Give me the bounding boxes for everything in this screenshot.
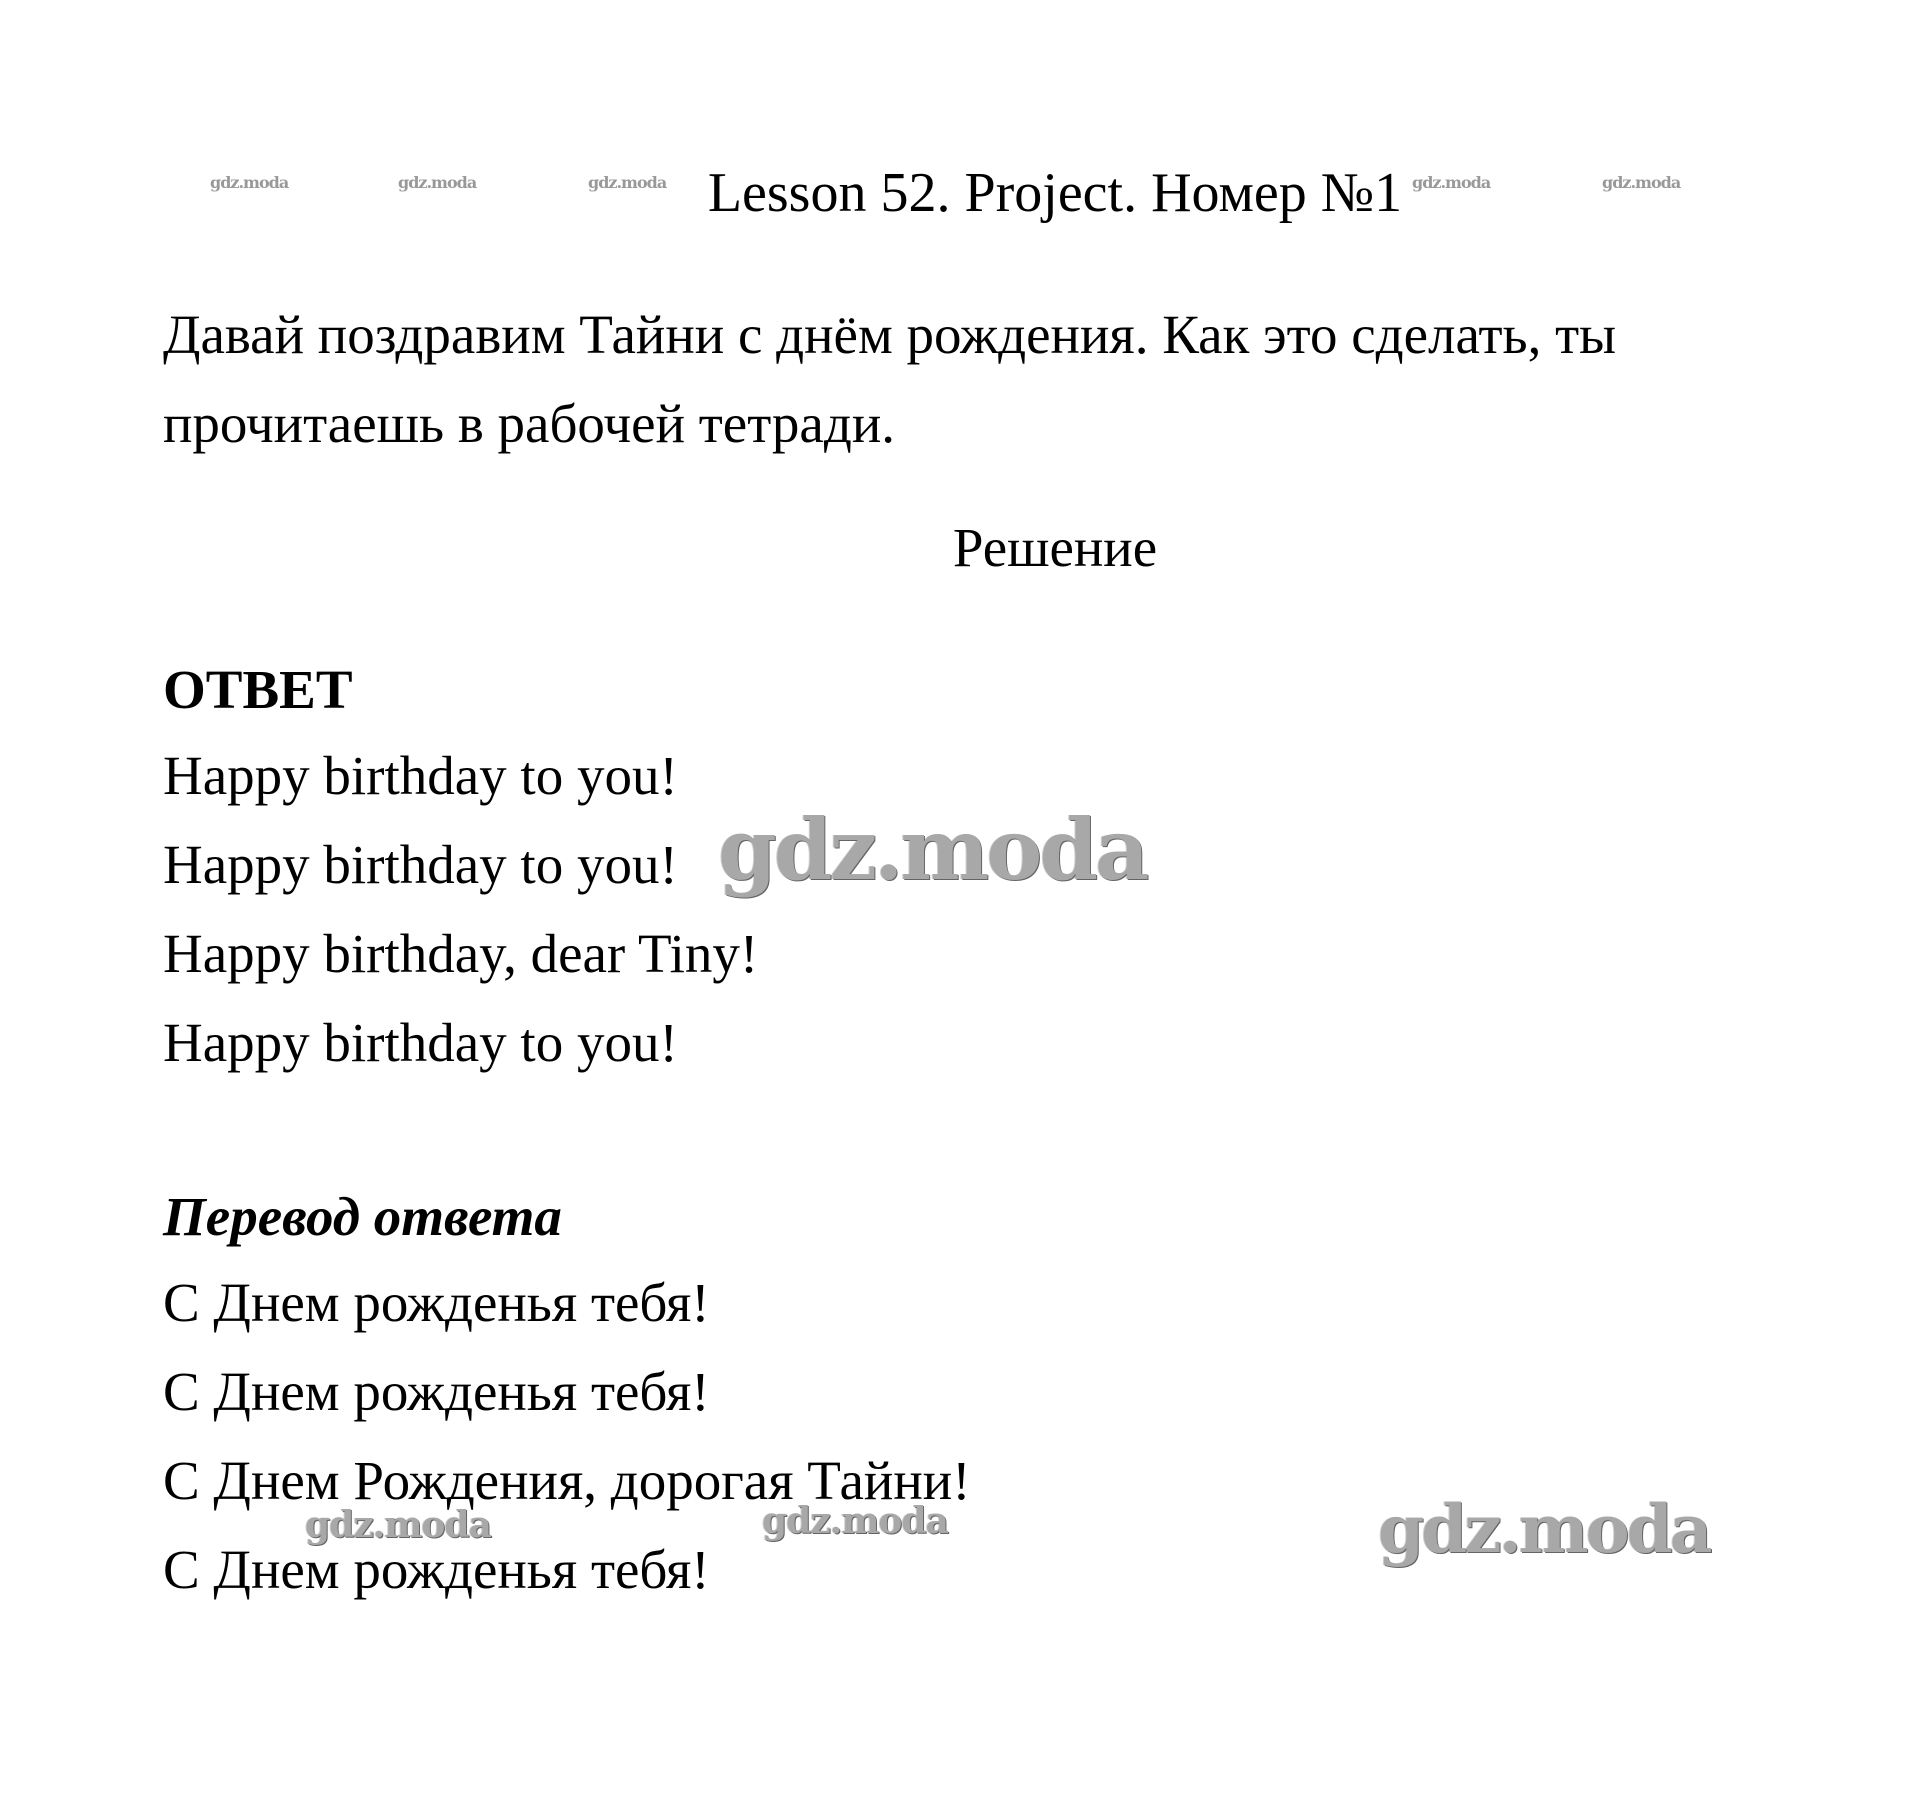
task-text: Давай поздравим Тайни с днём рождения. Как это сделать, ты прочитаешь в рабочей тетради. — [163, 304, 1617, 454]
watermark: gdz.moda — [1412, 173, 1491, 192]
watermark: gdz.moda — [1378, 1490, 1710, 1568]
watermark: gdz.moda — [762, 1500, 948, 1542]
watermark: gdz.moda — [588, 173, 667, 192]
watermark: gdz.moda — [718, 800, 1147, 899]
watermark: gdz.moda — [210, 173, 289, 192]
answer-line: Happy birthday to you! — [163, 1012, 678, 1073]
watermark: gdz.moda — [305, 1504, 491, 1546]
translation-line: С Днем рожденья тебя! — [163, 1539, 710, 1600]
answer-heading: ОТВЕТ — [163, 659, 353, 720]
answer-lines — [163, 743, 758, 1099]
answer-line: Happy birthday, dear Tiny! — [163, 923, 759, 984]
watermark: gdz.moda — [1602, 173, 1681, 192]
translation-heading: Перевод ответа — [163, 1186, 562, 1247]
translation-line: С Днем рожденья тебя! — [163, 1272, 710, 1333]
page-title: Lesson 52. Project. Номер №1 — [707, 162, 1403, 224]
answer-line: Happy birthday to you! — [163, 745, 678, 806]
answer-line: Happy birthday to you! — [163, 834, 678, 895]
solution-label: Решение — [952, 517, 1158, 578]
translation-line: С Днем Рождения, дорогая Тайни! — [163, 1450, 971, 1511]
translation-line: С Днем рожденья тебя! — [163, 1361, 710, 1422]
translation-lines — [163, 1270, 971, 1626]
watermark: gdz.moda — [398, 173, 477, 192]
